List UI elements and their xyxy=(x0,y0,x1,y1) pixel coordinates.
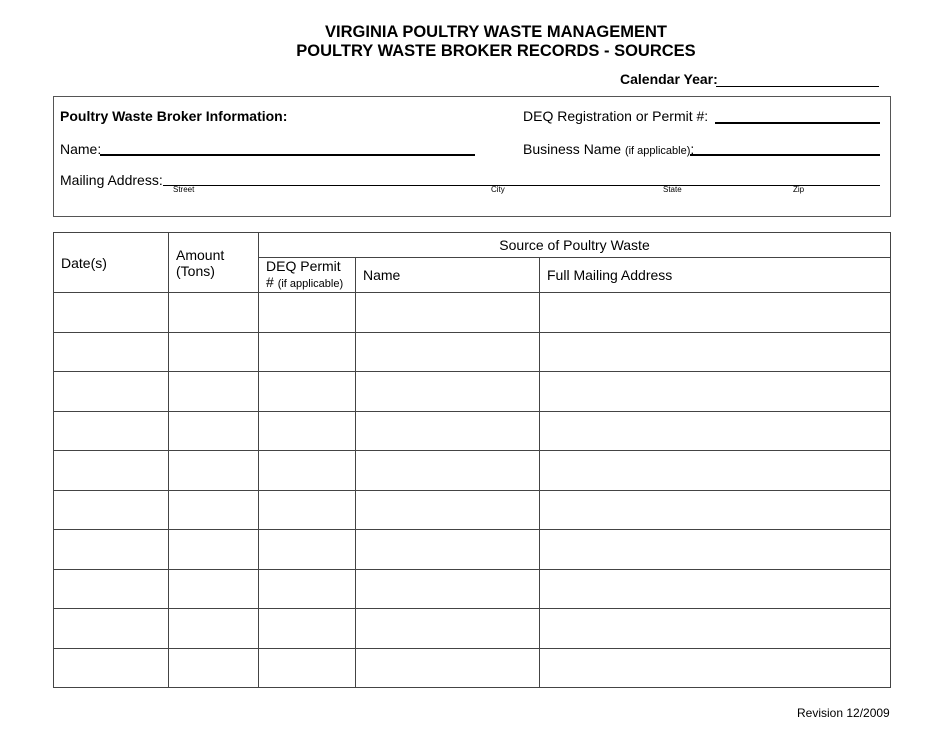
form-title-line1: VIRGINIA POULTRY WASTE MANAGEMENT xyxy=(325,23,667,41)
cell-deq-permit[interactable] xyxy=(259,411,356,451)
cell-dates[interactable] xyxy=(54,569,169,609)
revision-note: Revision 12/2009 xyxy=(797,706,890,720)
cell-dates[interactable] xyxy=(54,648,169,688)
cell-amount[interactable] xyxy=(169,609,259,649)
cell-deq-permit[interactable] xyxy=(259,490,356,530)
cell-name[interactable] xyxy=(356,293,540,333)
mailing-address-label: Mailing Address: xyxy=(60,172,163,188)
cell-amount[interactable] xyxy=(169,451,259,491)
cell-address[interactable] xyxy=(540,609,891,649)
cell-name[interactable] xyxy=(356,569,540,609)
cell-dates[interactable] xyxy=(54,293,169,333)
name-label: Name: xyxy=(60,141,102,157)
deq-line1: DEQ Permit xyxy=(266,258,341,274)
cell-amount[interactable] xyxy=(169,332,259,372)
cell-amount[interactable] xyxy=(169,569,259,609)
deq-line2: # xyxy=(266,274,274,290)
cell-name[interactable] xyxy=(356,332,540,372)
amount-line1: Amount xyxy=(176,246,225,263)
mailing-address-field[interactable] xyxy=(163,185,880,186)
cell-name[interactable] xyxy=(356,530,540,570)
table-row xyxy=(54,332,891,372)
cell-deq-permit[interactable] xyxy=(259,569,356,609)
cell-deq-permit[interactable] xyxy=(259,451,356,491)
broker-info-title: Poultry Waste Broker Information: xyxy=(60,108,288,124)
cell-name[interactable] xyxy=(356,411,540,451)
cell-deq-permit[interactable] xyxy=(259,293,356,333)
city-caption: City xyxy=(491,185,505,194)
deq-note: (if applicable) xyxy=(277,278,344,290)
cell-name[interactable] xyxy=(356,372,540,412)
calendar-year-field[interactable] xyxy=(716,86,879,87)
cell-amount[interactable] xyxy=(169,648,259,688)
cell-dates[interactable] xyxy=(54,530,169,570)
table-row xyxy=(54,372,891,412)
business-name-note: (if applicable) xyxy=(624,145,691,157)
cell-amount[interactable] xyxy=(169,490,259,530)
cell-name[interactable] xyxy=(356,490,540,530)
business-name-text: Business Name xyxy=(523,141,622,157)
header-amount xyxy=(169,233,259,293)
table-row xyxy=(54,569,891,609)
header-dates: Date(s) xyxy=(54,233,169,293)
table-row xyxy=(54,451,891,491)
table-row xyxy=(54,648,891,688)
cell-dates[interactable] xyxy=(54,411,169,451)
cell-deq-permit[interactable] xyxy=(259,609,356,649)
cell-address[interactable] xyxy=(540,293,891,333)
cell-address[interactable] xyxy=(540,411,891,451)
street-caption: Street xyxy=(173,185,195,194)
zip-caption: Zip xyxy=(793,185,805,194)
cell-address[interactable] xyxy=(540,648,891,688)
cell-amount[interactable] xyxy=(169,293,259,333)
deq-registration-label: DEQ Registration or Permit #: xyxy=(523,108,709,124)
table-row xyxy=(54,411,891,451)
cell-address[interactable] xyxy=(540,451,891,491)
cell-amount[interactable] xyxy=(169,530,259,570)
header-name: Name xyxy=(356,258,540,293)
cell-dates[interactable] xyxy=(54,451,169,491)
cell-address[interactable] xyxy=(540,569,891,609)
cell-amount[interactable] xyxy=(169,372,259,412)
business-name-field[interactable] xyxy=(690,154,880,156)
cell-dates[interactable] xyxy=(54,332,169,372)
cell-address[interactable] xyxy=(540,332,891,372)
cell-dates[interactable] xyxy=(54,609,169,649)
business-name-colon: : xyxy=(690,141,695,157)
table-row xyxy=(54,490,891,530)
table-row xyxy=(54,609,891,649)
sources-table xyxy=(53,232,891,688)
cell-amount[interactable] xyxy=(169,411,259,451)
broker-info-box xyxy=(53,96,891,217)
cell-name[interactable] xyxy=(356,451,540,491)
name-field[interactable] xyxy=(100,154,475,156)
cell-dates[interactable] xyxy=(54,372,169,412)
cell-name[interactable] xyxy=(356,609,540,649)
cell-address[interactable] xyxy=(540,372,891,412)
header-address: Full Mailing Address xyxy=(540,258,891,293)
cell-dates[interactable] xyxy=(54,490,169,530)
cell-address[interactable] xyxy=(540,490,891,530)
table-row xyxy=(54,293,891,333)
business-name-label xyxy=(523,141,694,157)
cell-deq-permit[interactable] xyxy=(259,372,356,412)
cell-address[interactable] xyxy=(540,530,891,570)
header-deq-permit xyxy=(259,258,356,293)
deq-registration-field[interactable] xyxy=(715,122,880,124)
cell-deq-permit[interactable] xyxy=(259,530,356,570)
table-row xyxy=(54,530,891,570)
cell-deq-permit[interactable] xyxy=(259,648,356,688)
form-title-line2: POULTRY WASTE BROKER RECORDS - SOURCES xyxy=(296,42,696,60)
header-source-group: Source of Poultry Waste xyxy=(259,233,891,258)
cell-deq-permit[interactable] xyxy=(259,332,356,372)
cell-name[interactable] xyxy=(356,648,540,688)
calendar-year-label: Calendar Year: xyxy=(620,71,718,87)
state-caption: State xyxy=(663,185,682,194)
amount-line2: (Tons) xyxy=(176,262,215,279)
